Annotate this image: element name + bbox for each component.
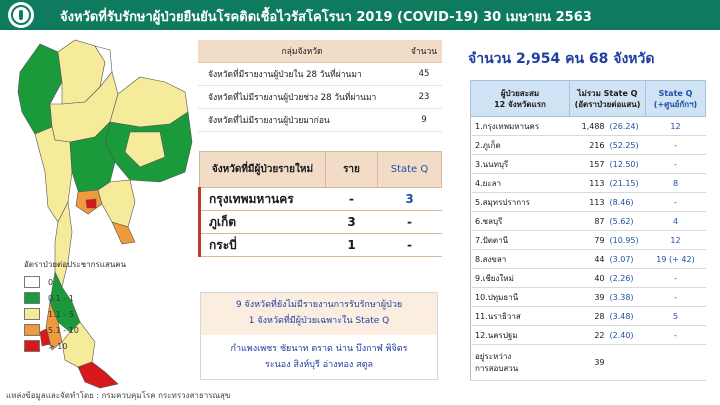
- legend-label: 5.1 - 10: [48, 325, 79, 335]
- province-stateq: 19 (+ 42): [646, 250, 706, 269]
- table-row: [471, 288, 706, 307]
- legend-item: [24, 306, 126, 322]
- map-region-east-coast: [112, 222, 135, 244]
- under-investigation-count: 39: [570, 345, 608, 381]
- new-cases-table: [198, 151, 442, 257]
- legend-swatch: [24, 292, 40, 304]
- col-header-stateq: State Q: [378, 152, 442, 188]
- province-name: 4.ยะลา: [471, 174, 570, 193]
- province-cases: 87: [570, 212, 608, 231]
- legend-label: > 10: [48, 341, 68, 351]
- province-stateq: 4: [646, 212, 706, 231]
- col-header-cumulative: [471, 81, 570, 117]
- province-cases: 40: [570, 269, 608, 288]
- province-stateq: -: [646, 136, 706, 155]
- no-report-provinces-box: [200, 292, 438, 380]
- province-cases: 39: [570, 288, 608, 307]
- col-header-excluding-q-line-1: ไม่รวม State Q: [577, 88, 638, 98]
- legend-swatch: [24, 276, 40, 288]
- under-investigation-label-line-2: การสอบสวน: [475, 363, 519, 373]
- group-count: 45: [406, 62, 442, 85]
- new-case-stateq: 3: [378, 188, 442, 211]
- legend-label: 0.1 - 1: [48, 293, 74, 303]
- col-header-cumulative-line-2: 12 จังหวัดแรก: [494, 99, 546, 109]
- total-summary: จำนวน 2,954 คน 68 จังหวัด: [468, 51, 655, 67]
- province-cases: 157: [570, 155, 608, 174]
- legend-swatch: [24, 340, 40, 352]
- province-name: 8.สงขลา: [471, 250, 570, 269]
- legend-label: 1.1 - 5: [48, 309, 74, 319]
- col-header-count: จำนวน: [406, 40, 442, 62]
- table-row: [198, 85, 442, 108]
- table-row: [471, 155, 706, 174]
- map-region-east: [98, 180, 135, 227]
- new-case-stateq: -: [378, 234, 442, 257]
- province-cases: 1,488: [570, 117, 608, 136]
- col-header-cases: ราย: [326, 152, 378, 188]
- legend-item: [24, 322, 126, 338]
- table-row-under-investigation: [471, 345, 706, 381]
- province-name: 11.นราธิวาส: [471, 307, 570, 326]
- new-case-province: ภูเก็ต: [200, 211, 326, 234]
- province-rate: (3.48): [608, 307, 646, 326]
- table-row: [471, 136, 706, 155]
- table-row: [471, 307, 706, 326]
- province-group-table: [198, 40, 442, 132]
- province-rate: (2.26): [608, 269, 646, 288]
- province-rate: (26.24): [608, 117, 646, 136]
- table-row: [198, 108, 442, 131]
- table-row: [200, 234, 442, 257]
- no-report-province-list: [201, 335, 437, 373]
- table-row: [471, 269, 706, 288]
- group-count: 9: [406, 108, 442, 131]
- map-legend: [24, 258, 126, 354]
- col-header-group: กลุ่มจังหวัด: [198, 40, 406, 62]
- col-header-stateq-line-1: State Q: [658, 88, 693, 98]
- col-header-province: จังหวัดที่มีผู้ป่วยรายใหม่: [200, 152, 326, 188]
- province-rate: (3.07): [608, 250, 646, 269]
- province-cases: 28: [570, 307, 608, 326]
- province-name: 2.ภูเก็ต: [471, 136, 570, 155]
- col-header-excluding-q: [570, 81, 646, 117]
- header-bar: [0, 0, 720, 30]
- province-stateq: -: [646, 326, 706, 345]
- col-header-cumulative-line-1: ผู้ป่วยสะสม: [500, 88, 540, 98]
- table-row: [200, 211, 442, 234]
- province-cases: 113: [570, 193, 608, 212]
- group-count: 23: [406, 85, 442, 108]
- province-rate: (2.40): [608, 326, 646, 345]
- new-case-province: กระบี่: [200, 234, 326, 257]
- new-case-province: กรุงเทพมหานคร: [200, 188, 326, 211]
- province-cases: 79: [570, 231, 608, 250]
- table-row: [471, 250, 706, 269]
- group-label: จังหวัดที่ไม่มีรายงานผู้ป่วยมาก่อน: [198, 108, 406, 131]
- province-stateq: 12: [646, 117, 706, 136]
- province-rate: (12.50): [608, 155, 646, 174]
- province-name: 3.นนทบุรี: [471, 155, 570, 174]
- province-name: 12.นครปฐม: [471, 326, 570, 345]
- province-rate: (52.25): [608, 136, 646, 155]
- legend-item: [24, 290, 126, 306]
- table-header-row: [200, 152, 442, 188]
- no-report-line-1: 9 จังหวัดที่ยังไม่มีรายงานการรับรักษาผู้ป่วย: [235, 300, 403, 310]
- province-name: 6.ชลบุรี: [471, 212, 570, 231]
- map-region-deep-south: [78, 362, 118, 388]
- col-header-stateq: [646, 81, 706, 117]
- no-report-line-2: 1 จังหวัดที่มีผู้ป่วยเฉพาะใน State Q: [248, 316, 390, 326]
- table-row: [198, 62, 442, 85]
- province-rate: (3.38): [608, 288, 646, 307]
- table-row: [471, 231, 706, 250]
- province-stateq: 8: [646, 174, 706, 193]
- table-row: [471, 193, 706, 212]
- under-investigation-label-line-1: อยู่ระหว่าง: [475, 351, 512, 361]
- table-row: [471, 174, 706, 193]
- group-label: จังหวัดที่ไม่มีรายงานผู้ป่วยช่วง 28 วันที่ผ่านมา: [198, 85, 406, 108]
- ministry-logo: [8, 2, 34, 28]
- province-cases: 44: [570, 250, 608, 269]
- new-case-count: -: [326, 188, 378, 211]
- province-cases: 216: [570, 136, 608, 155]
- province-rate: (5.62): [608, 212, 646, 231]
- province-name: 10.ปทุมธานี: [471, 288, 570, 307]
- province-stateq: 12: [646, 231, 706, 250]
- col-header-excluding-q-line-2: (อัตราป่วยต่อแสน): [574, 99, 641, 109]
- province-stateq: -: [646, 155, 706, 174]
- legend-title: อัตราป่วยต่อประชากรแสนคน: [24, 260, 127, 269]
- province-stateq: -: [646, 269, 706, 288]
- no-report-line-4: ระนอง สิงห์บุรี อ่างทอง สตูล: [264, 360, 373, 370]
- table-row: [200, 188, 442, 211]
- province-name: 9.เชียงใหม่: [471, 269, 570, 288]
- province-stateq: -: [646, 288, 706, 307]
- top-provinces-table: [470, 80, 706, 381]
- table-row: [471, 117, 706, 136]
- province-stateq: -: [646, 193, 706, 212]
- legend-swatch: [24, 308, 40, 320]
- table-row: [471, 212, 706, 231]
- province-cases: 22: [570, 326, 608, 345]
- group-label: จังหวัดที่มีรายงานผู้ป่วยใน 28 วันที่ผ่านมา: [198, 62, 406, 85]
- page-title: จังหวัดที่รับรักษาผู้ป่วยยืนยันโรคติดเชื้อไวรัสโคโรนา 2019 (COVID-19) 30 เมษายน 2563: [60, 10, 592, 25]
- new-case-count: 3: [326, 211, 378, 234]
- province-cases: 113: [570, 174, 608, 193]
- new-case-count: 1: [326, 234, 378, 257]
- no-report-summary: [201, 293, 437, 335]
- province-rate: (10.95): [608, 231, 646, 250]
- province-stateq: 5: [646, 307, 706, 326]
- province-name: 5.สมุทรปราการ: [471, 193, 570, 212]
- legend-item: [24, 338, 126, 354]
- table-header-row: [198, 40, 442, 62]
- table-row: [471, 326, 706, 345]
- no-report-line-3: กำแพงเพชร ชัยนาท ตราด น่าน บึงกาฬ พิจิตร: [230, 344, 408, 354]
- under-investigation-label: [471, 345, 570, 381]
- new-case-stateq: -: [378, 211, 442, 234]
- legend-item: [24, 274, 126, 290]
- province-name: 1.กรุงเทพมหานคร: [471, 117, 570, 136]
- legend-label: 0: [48, 277, 54, 287]
- legend-swatch: [24, 324, 40, 336]
- table-header-row: [471, 81, 706, 117]
- col-header-stateq-line-2: (+ศูนย์กักฯ): [653, 99, 698, 109]
- province-name: 7.ปัตตานี: [471, 231, 570, 250]
- province-rate: (8.46): [608, 193, 646, 212]
- source-footer: แหล่งข้อมูลและจัดทำโดย : กรมควบคุมโรค กระทรวงสาธารณสุข: [6, 391, 231, 400]
- map-region-bangkok: [86, 199, 96, 208]
- province-rate: (21.15): [608, 174, 646, 193]
